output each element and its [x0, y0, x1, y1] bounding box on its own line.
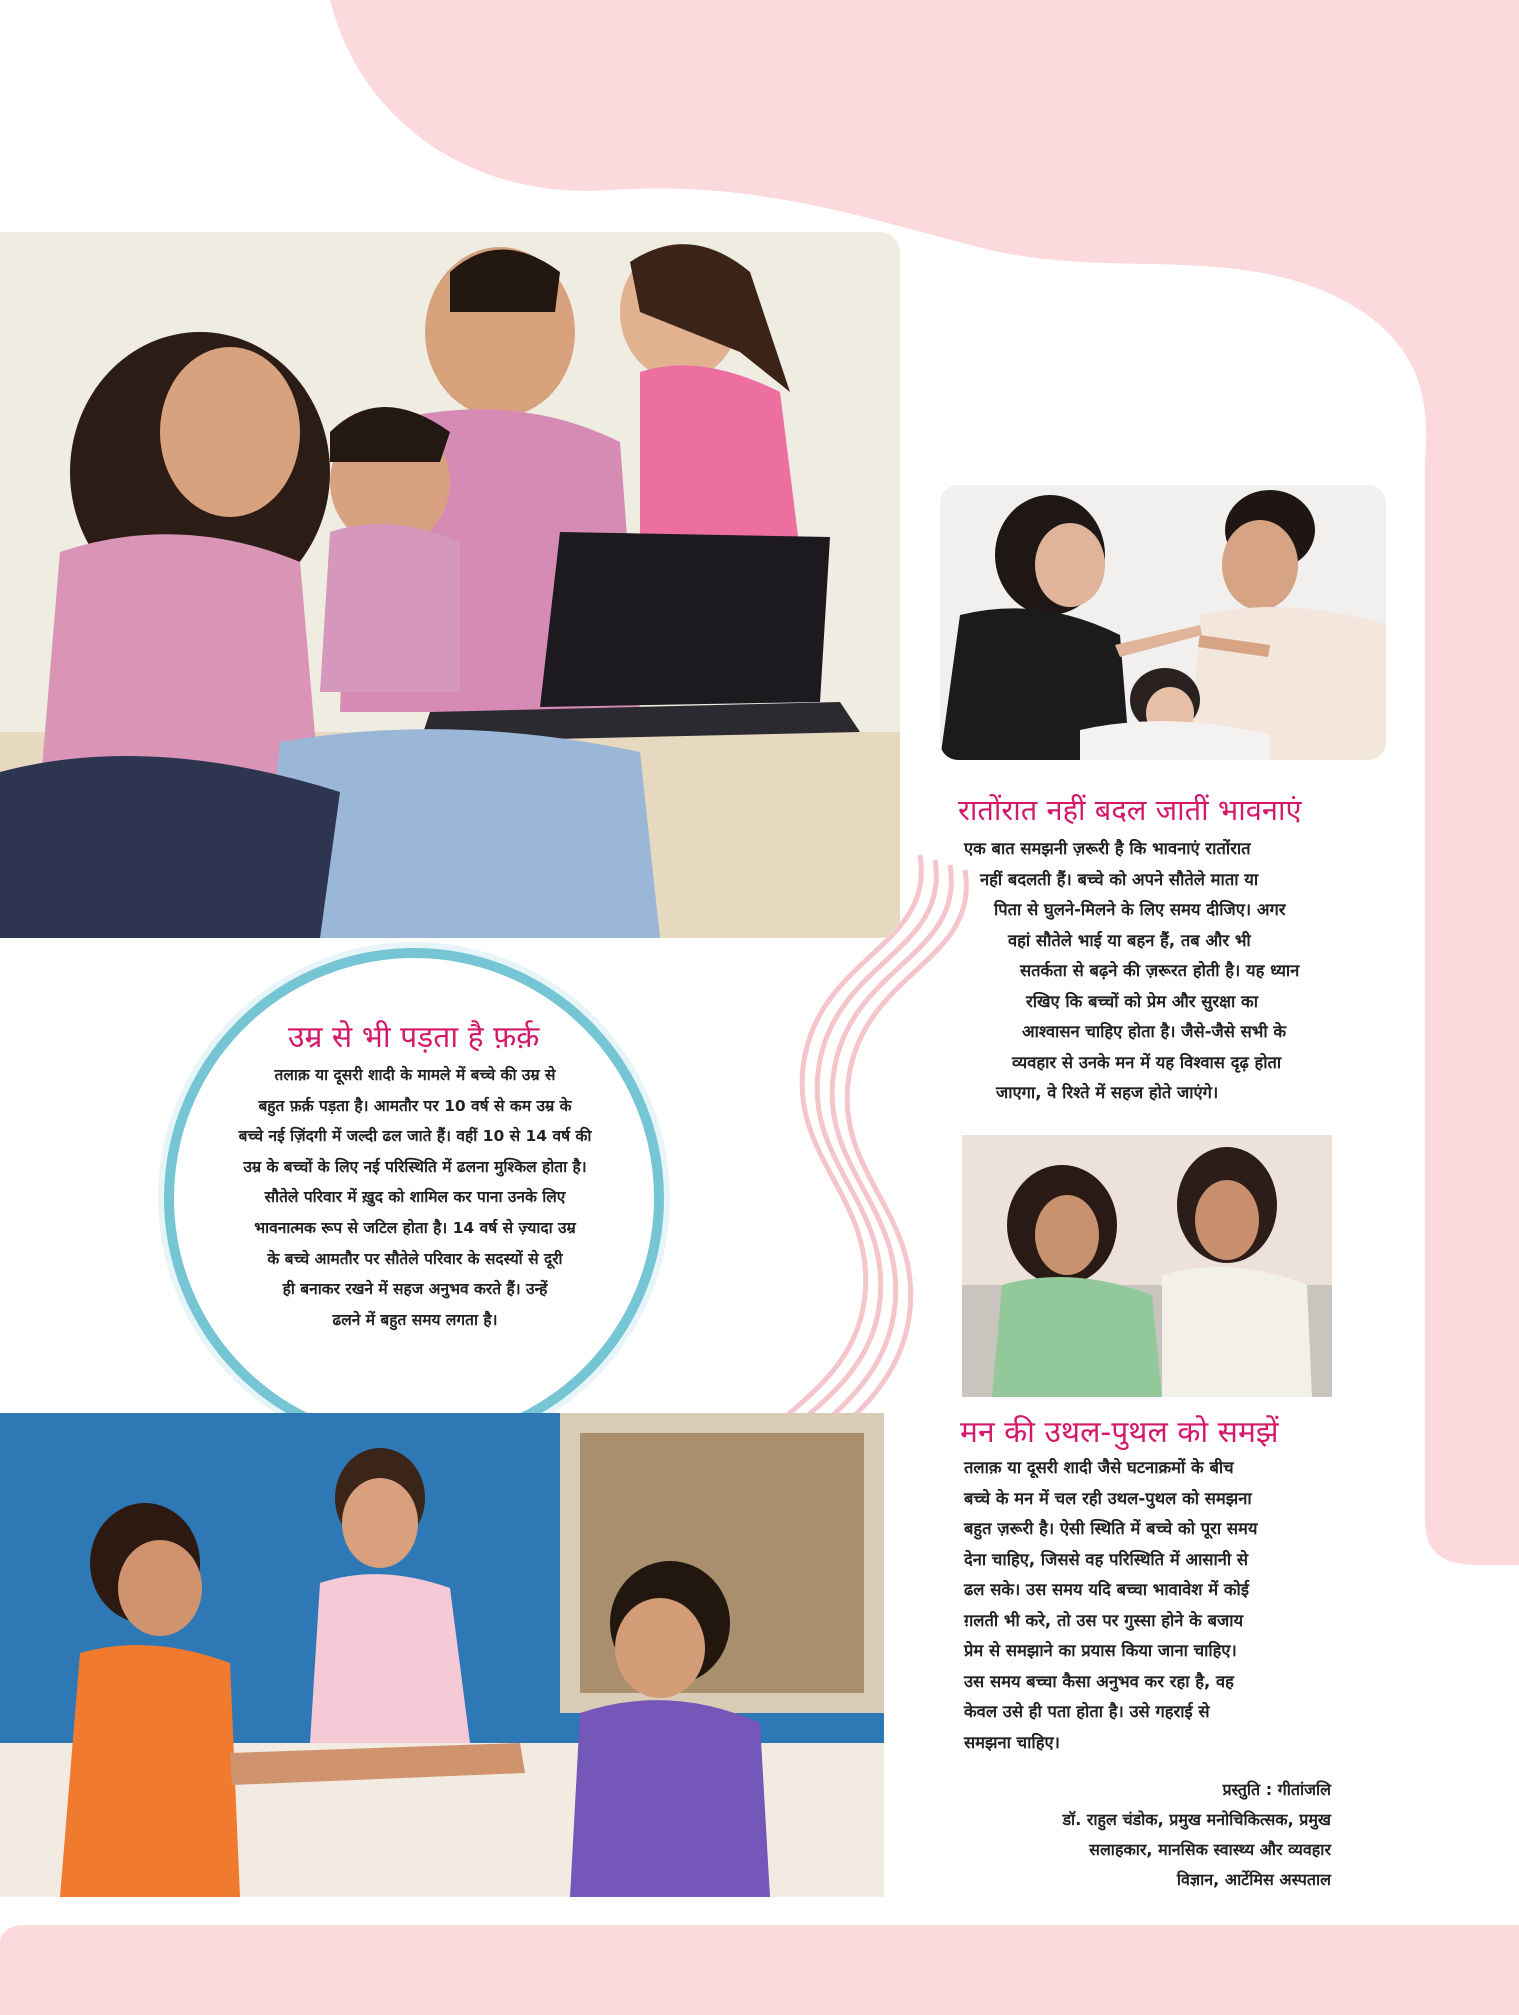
text-line: के बच्चे आमतौर पर सौतेले परिवार के सदस्यों से दूरी [267, 1249, 563, 1268]
text-line: तलाक़ या दूसरी शादी के मामले में बच्चे की उम्र से [274, 1066, 556, 1084]
text-line: ढल सके। उस समय यदि बच्चा भावावेश में कोई [964, 1580, 1249, 1599]
text-line: सौतेले परिवार में ख़ुद को शामिल कर पाना उनके लिए [264, 1188, 566, 1207]
text-line: ग़लती भी करे, तो उस पर गुस्सा होने के बजाय [964, 1610, 1244, 1630]
text-line: बच्चे नई ज़िंदगी में जल्दी ढल जाते हैं। वहीं 10 से 14 वर्ष की [238, 1127, 592, 1146]
text-line: बहुत फ़र्क़ पड़ता है। आमतौर पर 10 वर्ष से कम उम्र के [258, 1096, 572, 1115]
text-line: व्यवहार से उनके मन में यह विश्वास दृढ़ होता [1012, 1052, 1282, 1072]
text-line: आश्वासन चाहिए होता है। जैसे-जैसे सभी के [1022, 1022, 1287, 1041]
credit-line: सलाहकार, मानसिक स्वास्थ्य और व्यवहार [1089, 1840, 1331, 1859]
text-line: प्रेम से समझाने का प्रयास किया जाना चाहिए। [964, 1641, 1237, 1660]
text-line: समझना चाहिए। [964, 1732, 1060, 1752]
text-line: पिता से घुलने-मिलने के लिए समय दीजिए। अगर [994, 900, 1286, 919]
turmoil-body [964, 1453, 1257, 1758]
credit-line: डॉ. राहुल चंडोक, प्रमुख मनोचिकित्सक, प्रमुख [1062, 1810, 1331, 1829]
feelings-body [964, 834, 1299, 1109]
text-line: एक बात समझनी ज़रूरी है कि भावनाएं रातोंरात [964, 839, 1251, 858]
text-line: उम्र के बच्चों के लिए नई परिस्थिति में ढलना मुश्किल होता है। [243, 1157, 587, 1176]
turmoil-heading: मन की उथल-पुथल को समझें [960, 1415, 1279, 1450]
arguing-parents-photo [940, 485, 1386, 760]
text-line: भावनात्मक रूप से जटिल होता है। 14 वर्ष से ज़्यादा उम्र [254, 1218, 576, 1237]
family-laptop-photo [0, 232, 900, 938]
text-line: केवल उसे ही पता होता है। उसे गहराई से [964, 1702, 1210, 1721]
text-line: जाएगा, वे रिश्ते में सहज होते जाएंगे। [996, 1083, 1219, 1102]
text-line: सतर्कता से बढ़ने की ज़रूरत होती है। यह ध्यान [1020, 961, 1300, 980]
presented-by: प्रस्तुति : गीतांजलि [1222, 1780, 1331, 1799]
text-line: बहुत ज़रूरी है। ऐसी स्थिति में बच्चे को पूरा समय [964, 1519, 1258, 1538]
article-credit [1062, 1775, 1331, 1895]
text-line: ही बनाकर रखने में सहज अनुभव करते हैं। उन्हें [282, 1280, 548, 1299]
text-line: बच्चे के मन में चल रही उथल-पुथल को समझना [964, 1488, 1252, 1508]
text-line: नहीं बदलती हैं। बच्चे को अपने सौतेले माता या [980, 869, 1259, 889]
circle-body [185, 1060, 645, 1335]
circle-heading: उम्र से भी पड़ता है फ़र्क़ [288, 1020, 540, 1055]
children-fighting-photo [0, 1413, 884, 1897]
text-line: रखिए कि बच्चों को प्रेम और सुरक्षा का [1026, 991, 1258, 1011]
text-line: वहां सौतेले भाई या बहन हैं, तब और भी [1008, 930, 1251, 950]
text-line: तलाक़ या दूसरी शादी जैसे घटनाक्रमों के बीच [964, 1458, 1234, 1477]
text-line: देना चाहिए, जिससे वह परिस्थिति में आसानी से [964, 1549, 1249, 1569]
credit-line: विज्ञान, आर्टेमिस अस्पताल [1176, 1870, 1331, 1889]
feelings-heading: रातोंरात नहीं बदल जातीं भावनाएं [958, 793, 1302, 827]
text-line: ढलने में बहुत समय लगता है। [332, 1310, 498, 1329]
two-women-photo [962, 1135, 1332, 1397]
text-line: उस समय बच्चा कैसा अनुभव कर रहा है, वह [964, 1671, 1234, 1691]
